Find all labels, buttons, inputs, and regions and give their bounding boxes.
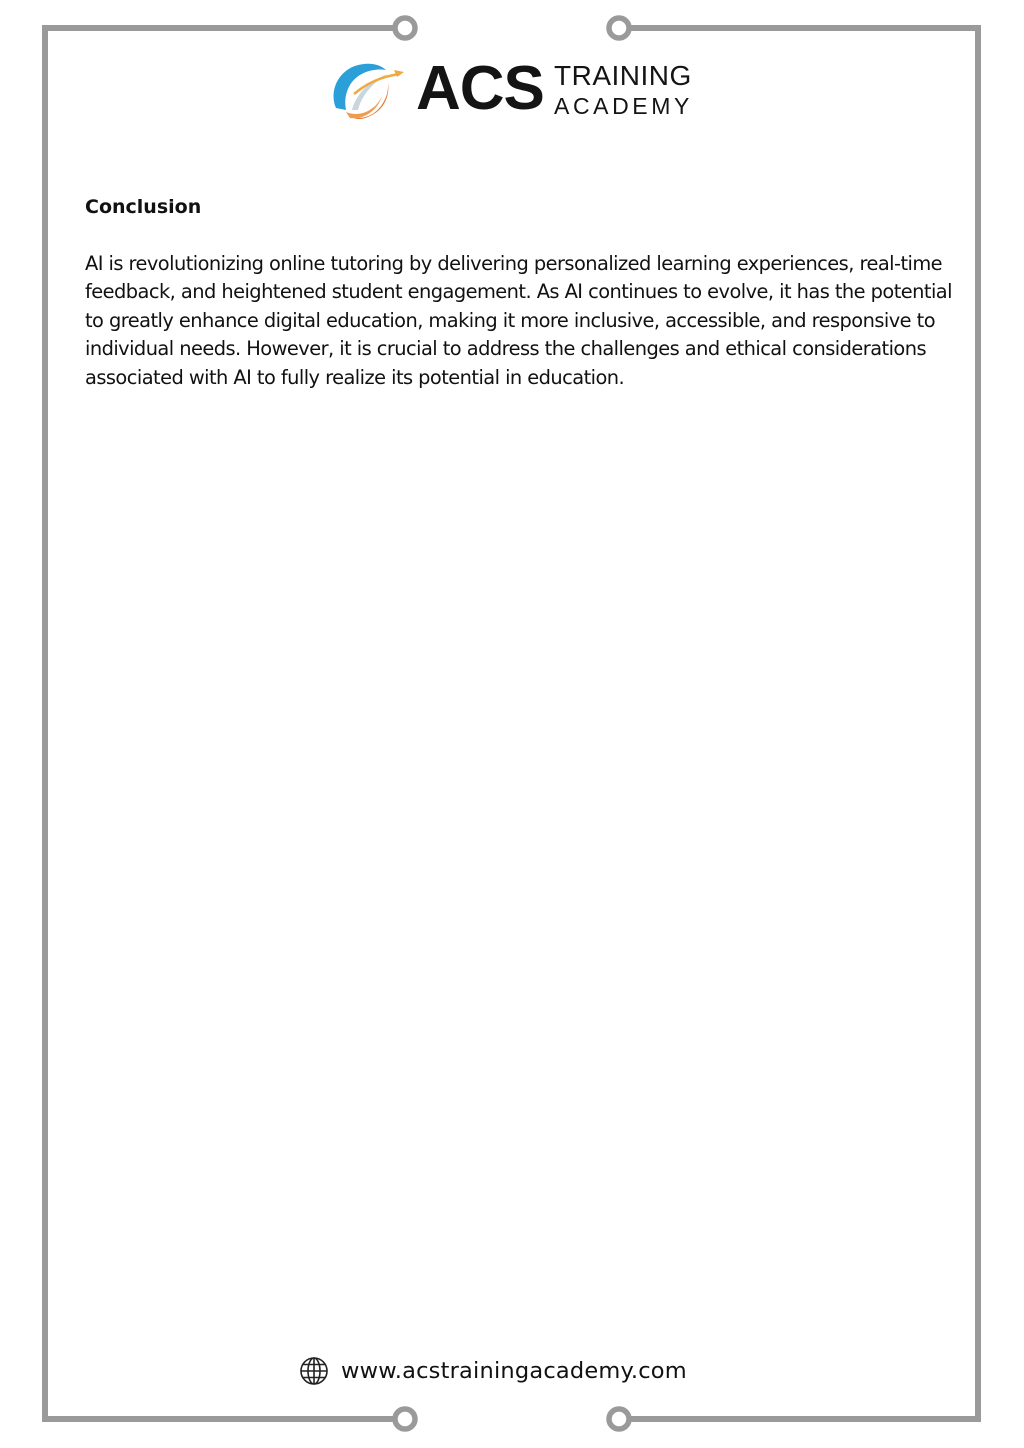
website-link[interactable]: www.acstrainingacademy.com bbox=[341, 1358, 687, 1384]
logo-academy-text: ACADEMY bbox=[554, 93, 693, 119]
globe-icon bbox=[298, 1355, 330, 1387]
logo-training-text: TRAINING bbox=[554, 60, 692, 91]
frame-node-bottom-left bbox=[395, 1409, 415, 1429]
section-paragraph: AI is revolutionizing online tutoring by delivering personalized learning experiences, real-time feedback, and heightened student engagement. As AI continues to evolve, it has the potential to greatly enhance digital education, making it more inclusive, accessible, and responsive to individual needs. However, it is crucial to address the challenges and ethical considerations associated with AI to fully realize its potential in education. bbox=[85, 252, 952, 389]
footer bbox=[298, 1354, 738, 1388]
logo-acs-text: ACS bbox=[416, 54, 544, 123]
frame-node-top-right bbox=[609, 18, 629, 38]
company-logo bbox=[330, 54, 700, 124]
section-heading: Conclusion bbox=[85, 196, 202, 218]
frame-node-bottom-right bbox=[609, 1409, 629, 1429]
logo-swoosh-icon bbox=[330, 60, 406, 122]
frame-node-top-left bbox=[395, 18, 415, 38]
